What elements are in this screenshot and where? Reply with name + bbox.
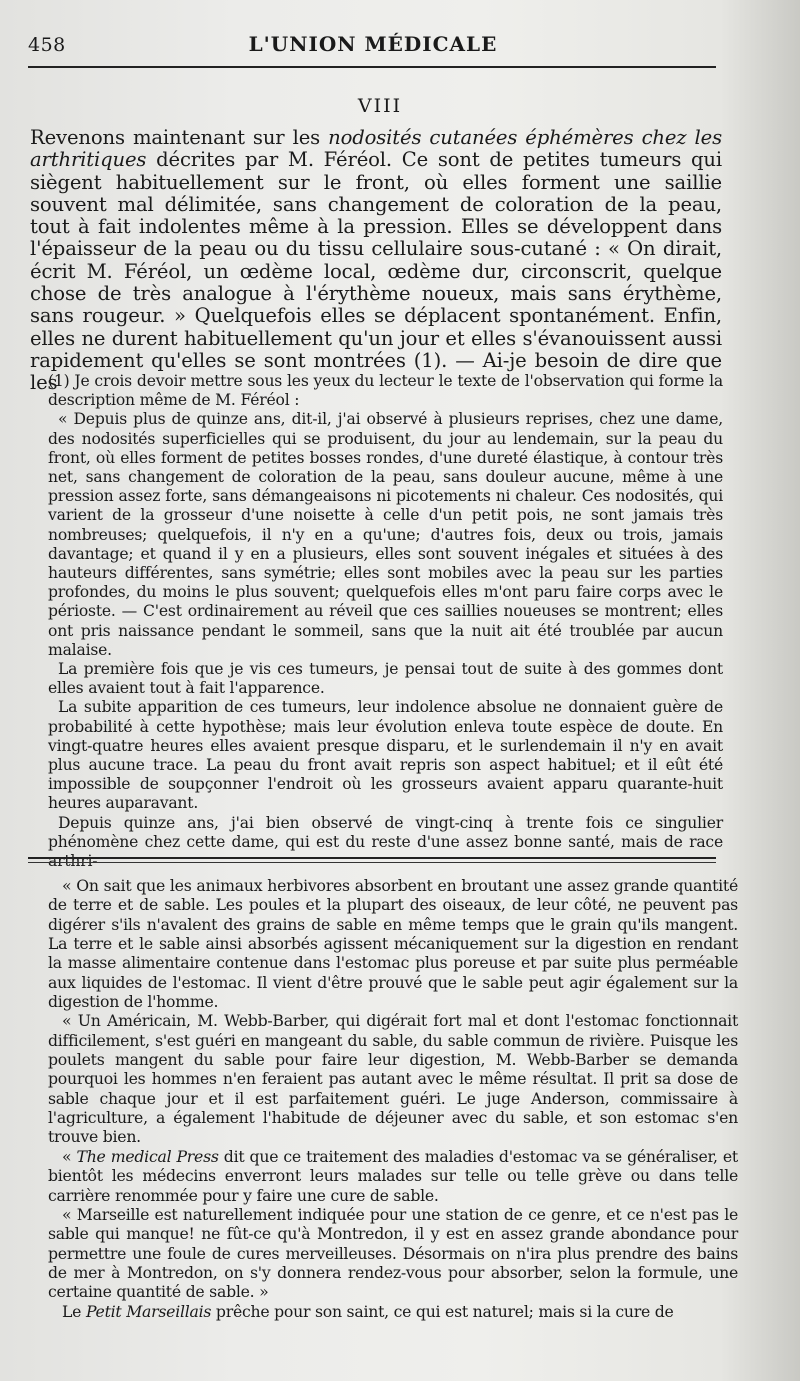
lower-paragraph: « Marseille est naturellement indiquée pour une station de ce genre, et ce n'est pas le sable qui manque! ne fût-ce qu'à Montredon, il y est en assez grande abondance pour permettre une foule de cures merveilleuses. Désormais on n'ira plus prendre des bains de mer à Montredon, on s'y donnera rendez-vous pour absorber, selon la formule, une certaine quantité de sable. » <box>48 1204 738 1302</box>
page-header <box>28 30 718 60</box>
lower-paragraph: « On sait que les animaux herbivores absorbent en broutant une assez grande quantité de terre et de sable. Les poules et la plupart des oiseaux, de leur côté, ne peuvent pas digérer s'ils n'avalent des grains de sable en même temps que le grain qu'ils mangent. La terre et le sable ainsi absorbés agissent mécaniquement sur la digestion en rendant la masse alimentaire contenue dans l'estomac plus poreuse et par suite plus perméable aux liquides de l'estomac. Il vient d'être prouvé que le sable peut agir également sur la digestion de l'homme. <box>48 876 738 1012</box>
lower-text-italic: The medical Press <box>76 1146 219 1166</box>
footnote-paragraph: La première fois que je vis ces tumeurs, je pensai tout de suite à des gommes dont elles avaient tout à fait l'apparence. <box>48 660 723 698</box>
page-number: 458 <box>28 34 66 56</box>
lower-paragraph <box>48 1302 738 1321</box>
lower-text-segment: dit que ce traitement des maladies d'estomac va se généraliser, et bientôt les médecins enverront leurs malades sur telle ou telle grève ou dans telle carrière renommée pour y faire une cure de sable. <box>48 1146 738 1205</box>
main-text-segment: décrites par M. Féréol. Ce sont de petites tumeurs qui siègent habituellement sur le front, où elles forment une saillie souvent mal délimitée, sans changement de coloration de la peau, tout à fait indolentes même à la pression. Elles se développent dans l'épaisseur de la peau ou du tissu cellulaire sous-cutané : « On dirait, écrit M. Féréol, un œdème local, œdème dur, circonscrit, quelque chose de très analogue à l'érythème noueux, mais sans érythème, sans rougeur. » Quelquefois elles se déplacent spontanément. Enfin, elles ne durent habituellement qu'un jour et elles s'évanouissent aussi rapidement qu'elles se sont montrées (1). — Ai-je besoin de dire que les <box>30 148 722 395</box>
main-text-segment: Revenons maintenant sur les <box>30 126 329 149</box>
footnote-paragraph: « Depuis plus de quinze ans, dit-il, j'ai observé à plusieurs reprises, chez une dame, des nodosités superficielles qui se produisent, du jour au lendemain, sur la peau du front, où elles forment de petites bosses rondes, d'une dureté élastique, à contour très net, sans changement de coloration de la peau, sans douleur aucune, même à une pression assez forte, sans démangeaisons ni picotements ni chaleur. Ces nodosités, qui varient de la grosseur d'une noisette à celle d'un petit pois, ne sont jamais très nombreuses; quelquefois, il n'y en a qu'une; d'autres fois, deux ou trois, jamais davantage; et quand il y en a plusieurs, elles sont souvent inégales et situées à des hauteurs différentes, sans symétrie; elles sont mobiles avec la peau sur les parties profondes, du moins le plus souvent; quelquefois elles m'ont paru faire corps avec le périoste. — C'est ordinairement au réveil que ces saillies noueuses se montrent; elles ont pris naissance pendant le sommeil, sans que la nuit ait été troublée par aucun malaise. <box>48 410 723 659</box>
section-rule-top <box>28 857 716 859</box>
lower-text-segment: prêche pour son saint, ce qui est naturel; mais si la cure de <box>211 1301 674 1321</box>
lower-paragraph: « Un Américain, M. Webb-Barber, qui digérait fort mal et dont l'estomac fonctionnait difficilement, s'est guéri en mangeant du sable, du sable commun de rivière. Puisque les poulets mangent du sable pour faire leur digestion, M. Webb-Barber se demanda pourquoi les hommes n'en feraient pas autant avec le même résultat. Il prit sa dose de sable chaque jour et il est parfaitement guéri. Le juge Anderson, commissaire à l'agriculture, a également l'habitude de déjeuner avec du sable, et son estomac s'en trouve bien. <box>48 1011 738 1147</box>
lower-column <box>48 876 738 1321</box>
footnote-paragraph: La subite apparition de ces tumeurs, leur indolence absolue ne donnaient guère de probabilité à cette hypothèse; mais leur évolution enleva toute espèce de doute. En vingt-quatre heures elles avaient presque disparu, et le surlendemain il n'y en avait plus aucune trace. La peau du front avait repris son aspect habituel; et il eût été impossible de soupçonner l'endroit où les grosseurs avaient apparu quarante-huit heures auparavant. <box>48 698 723 813</box>
running-title: L'UNION MÉDICALE <box>248 32 498 56</box>
footnote-paragraph: Depuis quinze ans, j'ai bien observé de vingt-cinq à trente fois ce singulier phénomène chez cette dame, qui est du reste d'une assez bonne santé, mais de race arthri- <box>48 813 723 871</box>
footnote-paragraph: (1) Je crois devoir mettre sous les yeux du lecteur le texte de l'observation qui forme la description même de M. Féréol : <box>48 372 723 410</box>
footnote <box>48 372 723 871</box>
lower-paragraph <box>48 1147 738 1205</box>
header-rule <box>28 66 716 68</box>
main-paragraph <box>30 127 722 395</box>
section-number: VIII <box>357 95 403 117</box>
main-text-italic: nodosités cutanées éphémères chez les arthritiques <box>30 126 723 172</box>
lower-text-segment: Le <box>62 1301 86 1321</box>
section-rule-bottom <box>28 862 716 863</box>
main-text <box>30 127 722 395</box>
lower-text-segment: « <box>62 1146 77 1166</box>
lower-text-italic: Petit Marseillais <box>85 1301 212 1321</box>
